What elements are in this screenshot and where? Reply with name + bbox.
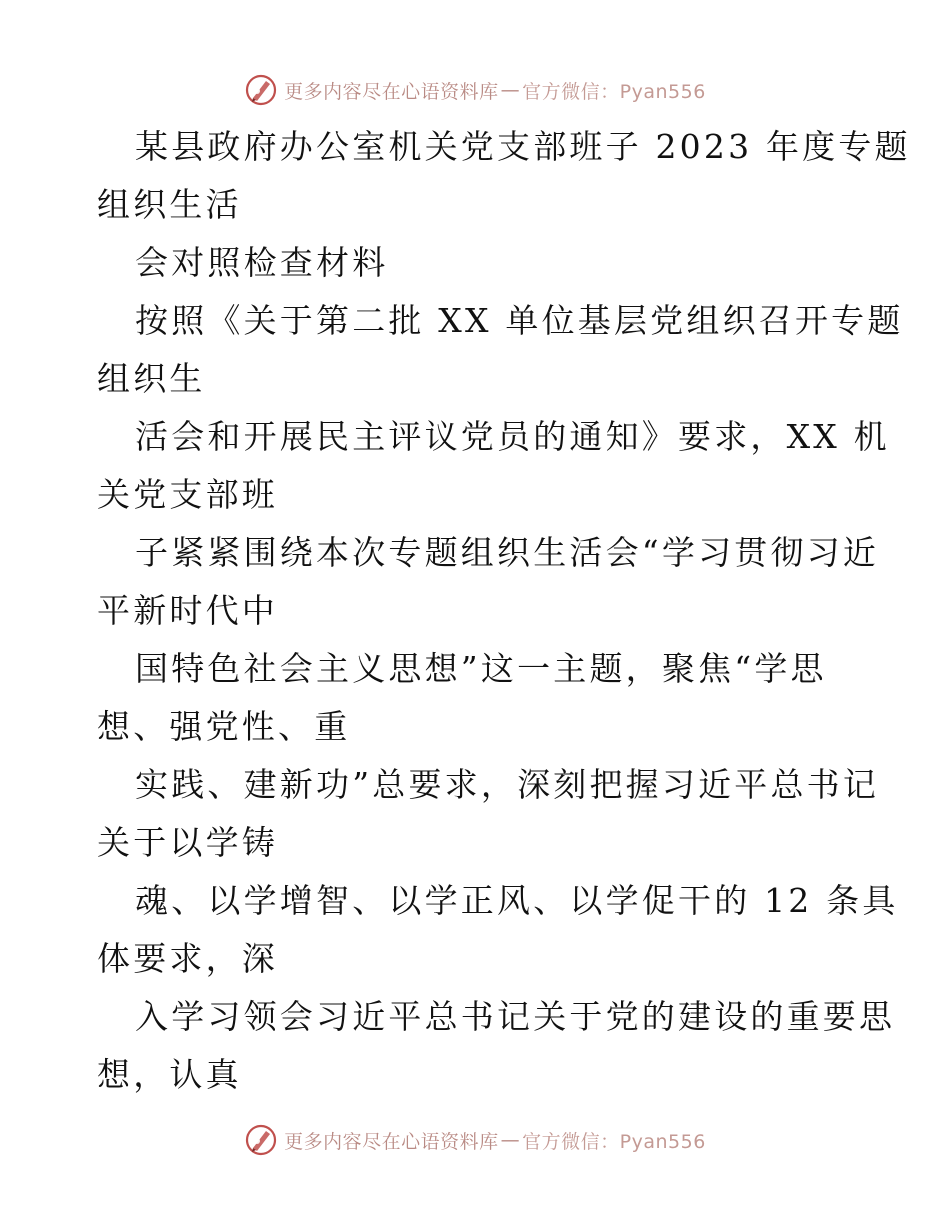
watermark-site-text: 更多内容尽在心语资料库 (284, 1130, 499, 1153)
text-line: 组织生 (97, 359, 206, 398)
text-line: 魂、以学增智、以学正风、以学促干的 12 条具 (135, 881, 899, 920)
header-watermark (0, 72, 950, 108)
text-line: 想，认真 (97, 1055, 242, 1094)
pen-logo-icon (244, 1123, 278, 1157)
text-line: 会对照检查材料 (135, 243, 389, 282)
watermark-separator: — (500, 1129, 521, 1151)
watermark-contact: 官方微信：Pyan556 (522, 1130, 706, 1153)
text-line: 想、强党性、重 (97, 707, 351, 746)
text-line: 实践、建新功”总要求，深刻把握习近平总书记 (135, 765, 880, 804)
watermark-separator: — (500, 79, 521, 101)
watermark-site-text: 更多内容尽在心语资料库 (284, 80, 499, 103)
text-line: 子紧紧围绕本次专题组织生活会“学习贯彻习近 (135, 533, 880, 572)
text-line: 某县政府办公室机关党支部班子 2023 年度专题 (135, 127, 911, 166)
text-line: 入学习领会习近平总书记关于党的建设的重要思 (135, 997, 896, 1036)
text-line: 国特色社会主义思想”这一主题，聚焦“学思 (135, 649, 827, 688)
footer-watermark (0, 1122, 950, 1158)
text-line: 体要求，深 (97, 939, 278, 978)
pen-logo-icon (244, 73, 278, 107)
text-line: 活会和开展民主评议党员的通知》要求，XX 机 (135, 417, 890, 456)
text-line: 关于以学铸 (97, 823, 278, 862)
text-line: 平新时代中 (97, 591, 278, 630)
document-body (97, 118, 911, 1104)
text-line: 关党支部班 (97, 475, 278, 514)
text-line: 组织生活 (97, 185, 242, 224)
watermark-contact: 官方微信：Pyan556 (522, 80, 706, 103)
text-line: 按照《关于第二批 XX 单位基层党组织召开专题 (135, 301, 904, 340)
